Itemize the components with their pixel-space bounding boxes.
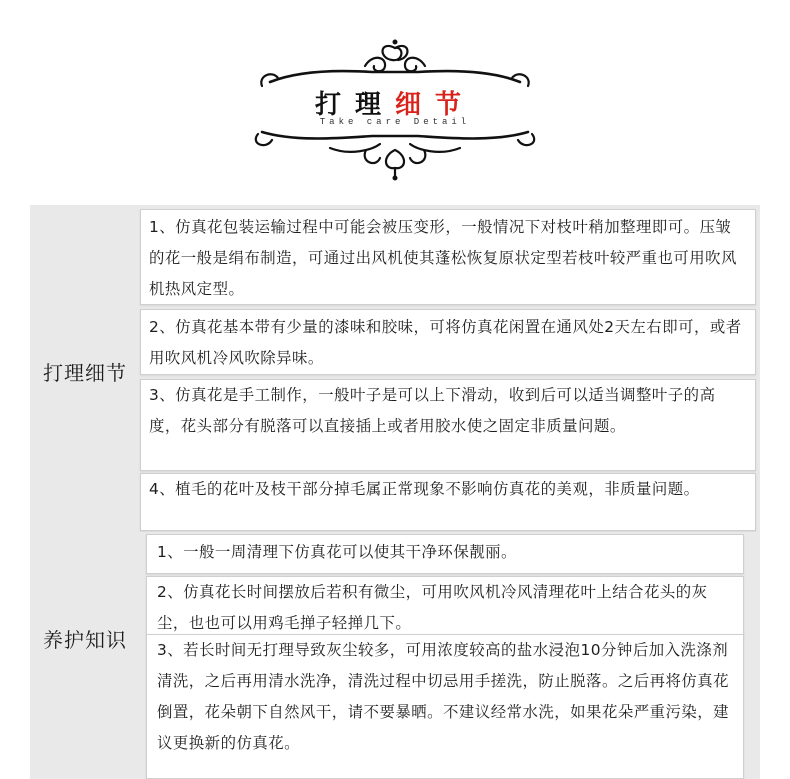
care-detail-row-2 [140, 309, 756, 375]
header-ornament [0, 0, 790, 190]
section-label-maintenance: 养护知识 [43, 628, 127, 652]
page-title [0, 84, 790, 121]
maintenance-row-2 [146, 576, 744, 638]
care-detail-row-3 [140, 379, 756, 471]
care-detail-row-4 [140, 473, 756, 531]
maintenance-row-3 [146, 634, 744, 779]
care-detail-text-4: 4、植毛的花叶及枝干部分掉毛属正常现象不影响仿真花的美观，非质量问题。 [149, 480, 700, 498]
care-detail-row-1 [140, 209, 756, 305]
maintenance-text-2: 2、仿真花长时间摆放后若积有微尘，可用吹风机冷风清理花叶上结合花头的灰尘，也也可以用鸡毛掸子轻掸几下。 [157, 583, 708, 632]
maintenance-row-1 [146, 534, 744, 574]
title-black-part: 打理 [314, 90, 395, 120]
title-red-part: 细节 [395, 90, 476, 120]
care-detail-text-2: 2、仿真花基本带有少量的漆味和胶味，可将仿真花闲置在通风处2天左右即可，或者用吹风机冷风吹除异味。 [149, 318, 742, 367]
section-label-care-details: 打理细节 [43, 361, 127, 385]
maintenance-text-3: 3、若长时间无打理导致灰尘较多，可用浓度较高的盐水浸泡10分钟后加入洗涤剂清洗，之后再用清水洗净，清洗过程中切忌用手搓洗，防止脱落。之后再将仿真花倒置，花朵朝下自然风干，请不要暴晒。不建议经常水洗，如果花朵严重污染，建议更换新的仿真花。 [157, 641, 730, 752]
maintenance-text-1: 1、一般一周清理下仿真花可以使其干净环保靓丽。 [157, 543, 517, 561]
maintenance-section [30, 532, 760, 779]
care-details-section [30, 205, 760, 532]
care-detail-text-1: 1、仿真花包装运输过程中可能会被压变形，一般情况下对枝叶稍加整理即可。压皱的花一般是绢布制造，可通过出风机使其蓬松恢复原状定型若枝叶较严重也可用吹风机热风定型。 [149, 218, 737, 298]
page-subtitle: Take care Detail [319, 117, 471, 127]
care-detail-text-3: 3、仿真花是手工制作，一般叶子是可以上下滑动，收到后可以适当调整叶子的高度，花头部分有脱落可以直接插上或者用胶水使之固定非质量问题。 [149, 386, 716, 435]
